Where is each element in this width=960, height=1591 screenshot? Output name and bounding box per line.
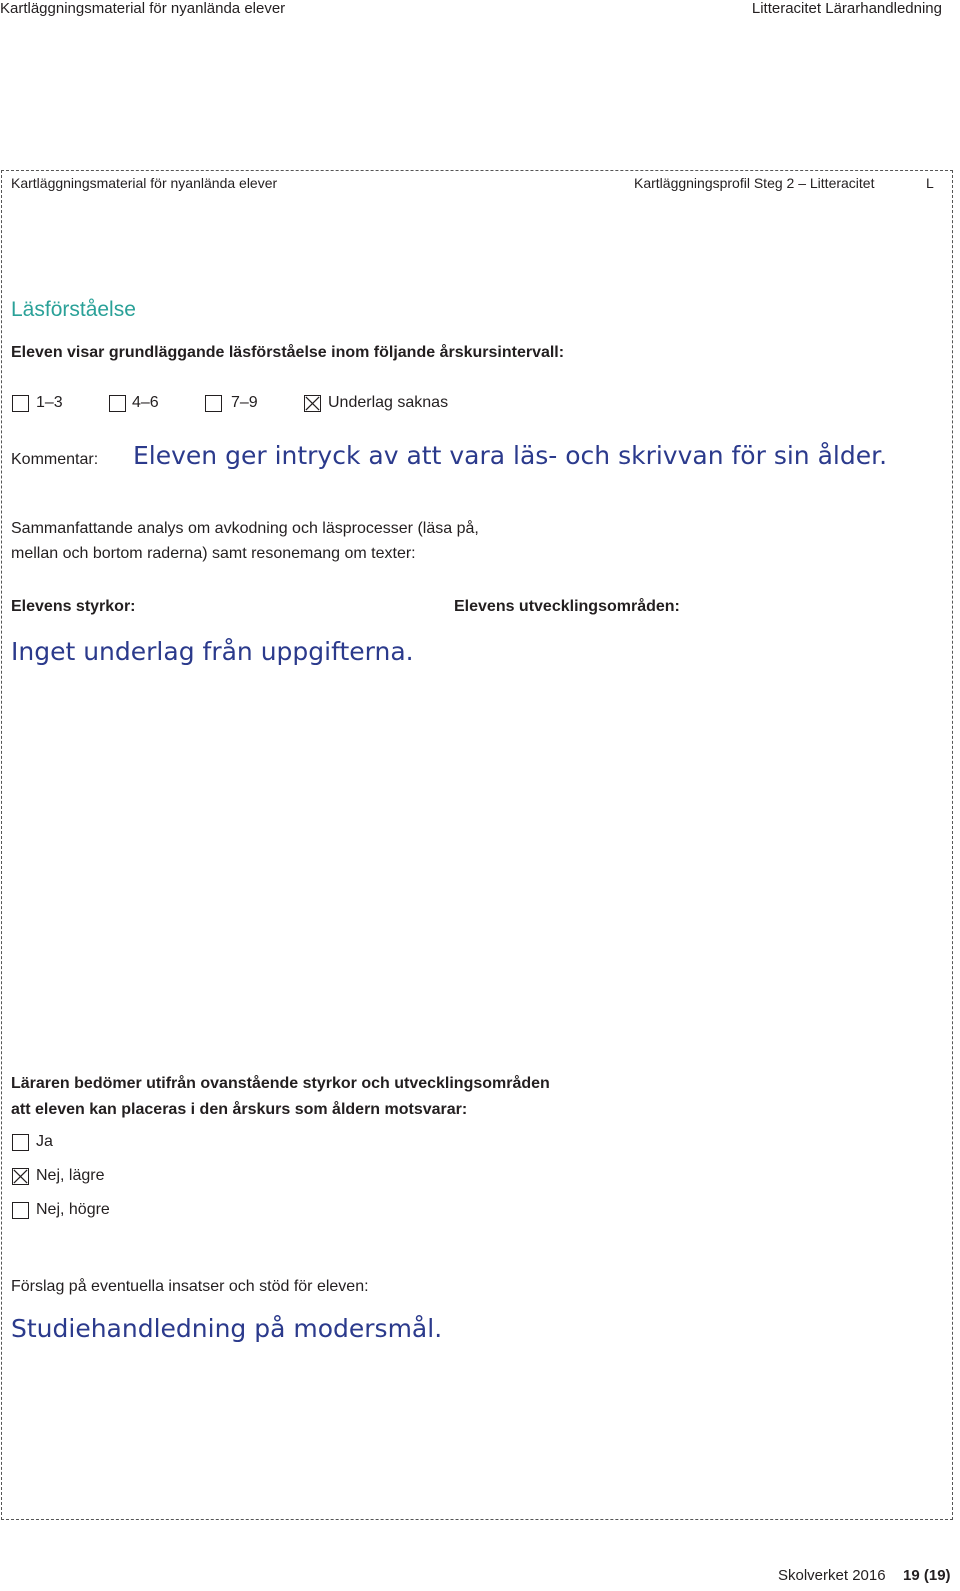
grade-checkbox-7-9[interactable]	[205, 395, 222, 412]
running-header-left: Kartläggningsmaterial för nyanlända elever	[0, 0, 286, 17]
placement-question-line2: att eleven kan placeras i den årskurs som åldern motsvarar:	[11, 1101, 468, 1118]
section-title: Läsförståelse	[11, 298, 136, 321]
placement-checkbox-nej-lagre[interactable]	[12, 1168, 29, 1185]
placement-question-line1: Läraren bedömer utifrån ovanstående styrkor och utvecklingsområden	[11, 1075, 550, 1092]
footer-publisher: Skolverket 2016	[778, 1567, 886, 1584]
placement-checkbox-ja[interactable]	[12, 1134, 29, 1151]
analysis-prompt-line2: mellan och bortom raderna) samt resonemang om texter:	[11, 545, 416, 562]
form-header-right: Kartläggningsprofil Steg 2 – Litteracitet	[634, 175, 875, 191]
grade-checkbox-1-3[interactable]	[12, 395, 29, 412]
support-label: Förslag på eventuella insatser och stöd för eleven:	[11, 1278, 369, 1295]
grade-option-label: 7–9	[231, 394, 258, 411]
placement-option-label: Ja	[36, 1133, 53, 1150]
support-text: Studiehandledning på modersmål.	[11, 1314, 443, 1343]
footer-page-number: 19 (19)	[903, 1567, 951, 1584]
strengths-text: Inget underlag från uppgifterna.	[11, 637, 414, 666]
comment-text: Eleven ger intryck av att vara läs- och skrivvan för sin ålder.	[133, 441, 888, 470]
check-cross-icon	[305, 396, 320, 411]
running-header-right: Litteracitet Lärarhandledning	[751, 0, 942, 17]
placement-checkbox-nej-hogre[interactable]	[12, 1202, 29, 1219]
grade-checkbox-underlag-saknas[interactable]	[304, 395, 321, 412]
placement-option-label: Nej, lägre	[36, 1167, 105, 1184]
development-label: Elevens utvecklingsområden:	[454, 598, 680, 615]
form-header-left: Kartläggningsmaterial för nyanlända elever	[11, 175, 278, 191]
form-header-code: L	[926, 175, 934, 191]
check-cross-icon	[13, 1169, 28, 1184]
strengths-label: Elevens styrkor:	[11, 598, 136, 615]
grade-question: Eleven visar grundläggande läsförståelse inom följande årskursintervall:	[11, 344, 565, 361]
grade-option-label: 1–3	[36, 394, 63, 411]
placement-option-label: Nej, högre	[36, 1201, 110, 1218]
grade-option-label: Underlag saknas	[328, 394, 449, 411]
grade-checkbox-4-6[interactable]	[109, 395, 126, 412]
analysis-prompt-line1: Sammanfattande analys om avkodning och läsprocesser (läsa på,	[11, 520, 479, 537]
grade-option-label: 4–6	[132, 394, 159, 411]
comment-label: Kommentar:	[11, 451, 99, 468]
